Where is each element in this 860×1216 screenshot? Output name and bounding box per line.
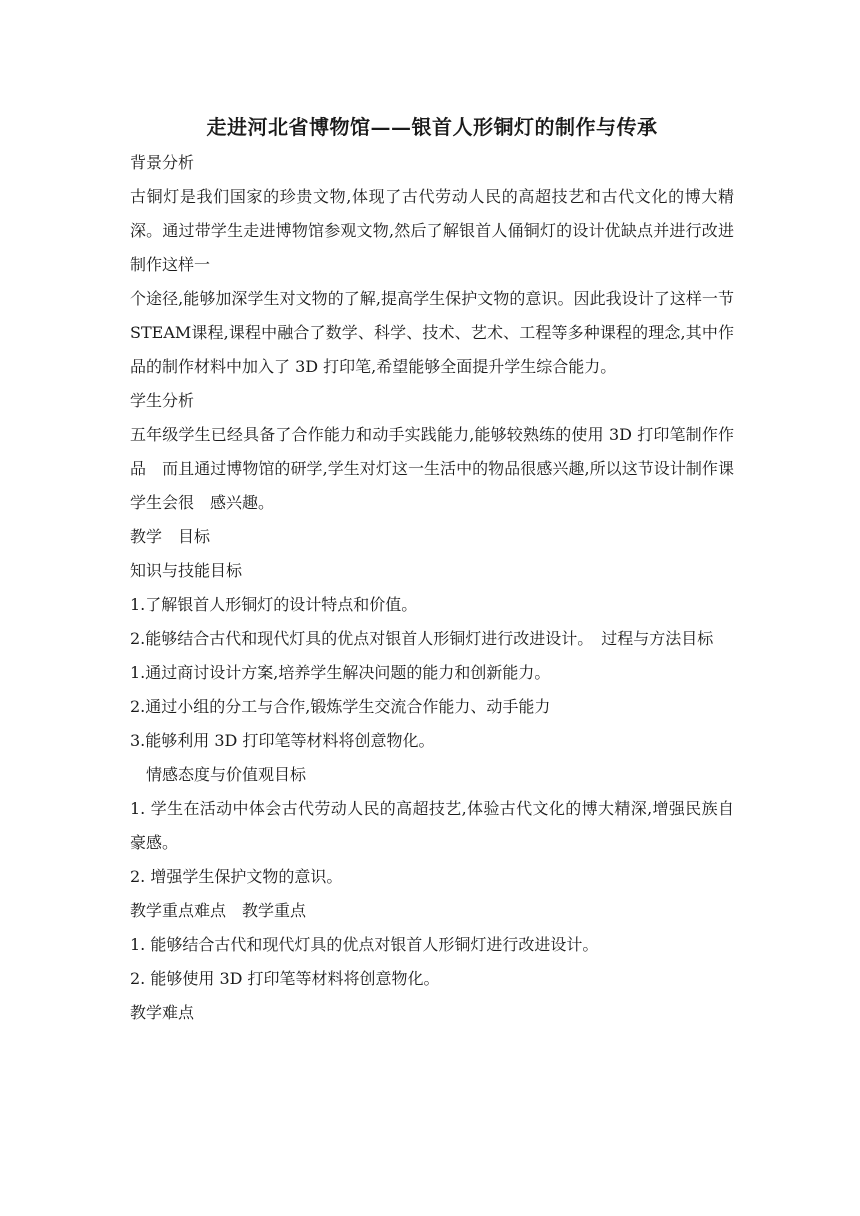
goal-item: 2.能够结合古代和现代灯具的优点对银首人形铜灯进行改进设计。 过程与方法目标 [130, 629, 714, 648]
goal-item: 1.了解银首人形铜灯的设计特点和价值。 [130, 595, 418, 614]
heading-difficulties: 教学难点 [130, 1003, 195, 1022]
key-point-item: 1. 能够结合古代和现代灯具的优点对银首人形铜灯进行改进设计。 [130, 935, 599, 954]
goal-item: 1. 学生在活动中体会古代劳动人民的高超技艺,体验古代文化的博大精深,增强民族自豪感。 [130, 799, 734, 852]
subheading-knowledge-skills: 知识与技能目标 [130, 561, 243, 580]
heading-key-points: 教学重点难点 教学重点 [130, 901, 307, 920]
subheading-emotion-values: 情感态度与价值观目标 [146, 765, 307, 784]
goal-item: 3.能够利用 3D 打印笔等材料将创意物化。 [130, 731, 435, 750]
heading-background: 背景分析 [130, 153, 195, 172]
goal-item: 1.通过商讨设计方案,培养学生解决问题的能力和创新能力。 [130, 663, 551, 682]
heading-student-analysis: 学生分析 [130, 391, 195, 410]
goal-item: 2.通过小组的分工与合作,锻炼学生交流合作能力、动手能力 [130, 697, 551, 716]
student-analysis-paragraph: 五年级学生已经具备了合作能力和动手实践能力,能够较熟练的使用 3D 打印笔制作作品 而且通过博物馆的研学,学生对灯这一生活中的物品很感兴趣,所以这节设计制作课学生会很 感兴趣。 [130, 425, 734, 512]
background-paragraph-2: 个途径,能够加深学生对文物的了解,提高学生保护文物的意识。因此我设计了这样一节STEAM课程,课程中融合了数学、科学、技术、艺术、工程等多种课程的理念,其中作品的制作材料中加入了 3D 打印笔,希望能够全面提升学生综合能力。 [130, 289, 734, 376]
key-point-item: 2. 能够使用 3D 打印笔等材料将创意物化。 [130, 969, 440, 988]
document-title: 走进河北省博物馆——银首人形铜灯的制作与传承 [206, 115, 658, 139]
goal-item: 2. 增强学生保护文物的意识。 [130, 867, 343, 886]
background-paragraph-1: 古铜灯是我们国家的珍贵文物,体现了古代劳动人民的高超技艺和古代文化的博大精深。通过带学生走进博物馆参观文物,然后了解银首人俑铜灯的设计优缺点并进行改进制作这样一 [130, 187, 734, 274]
document-page [130, 110, 734, 1030]
heading-teaching-goals: 教学 目标 [130, 527, 211, 546]
